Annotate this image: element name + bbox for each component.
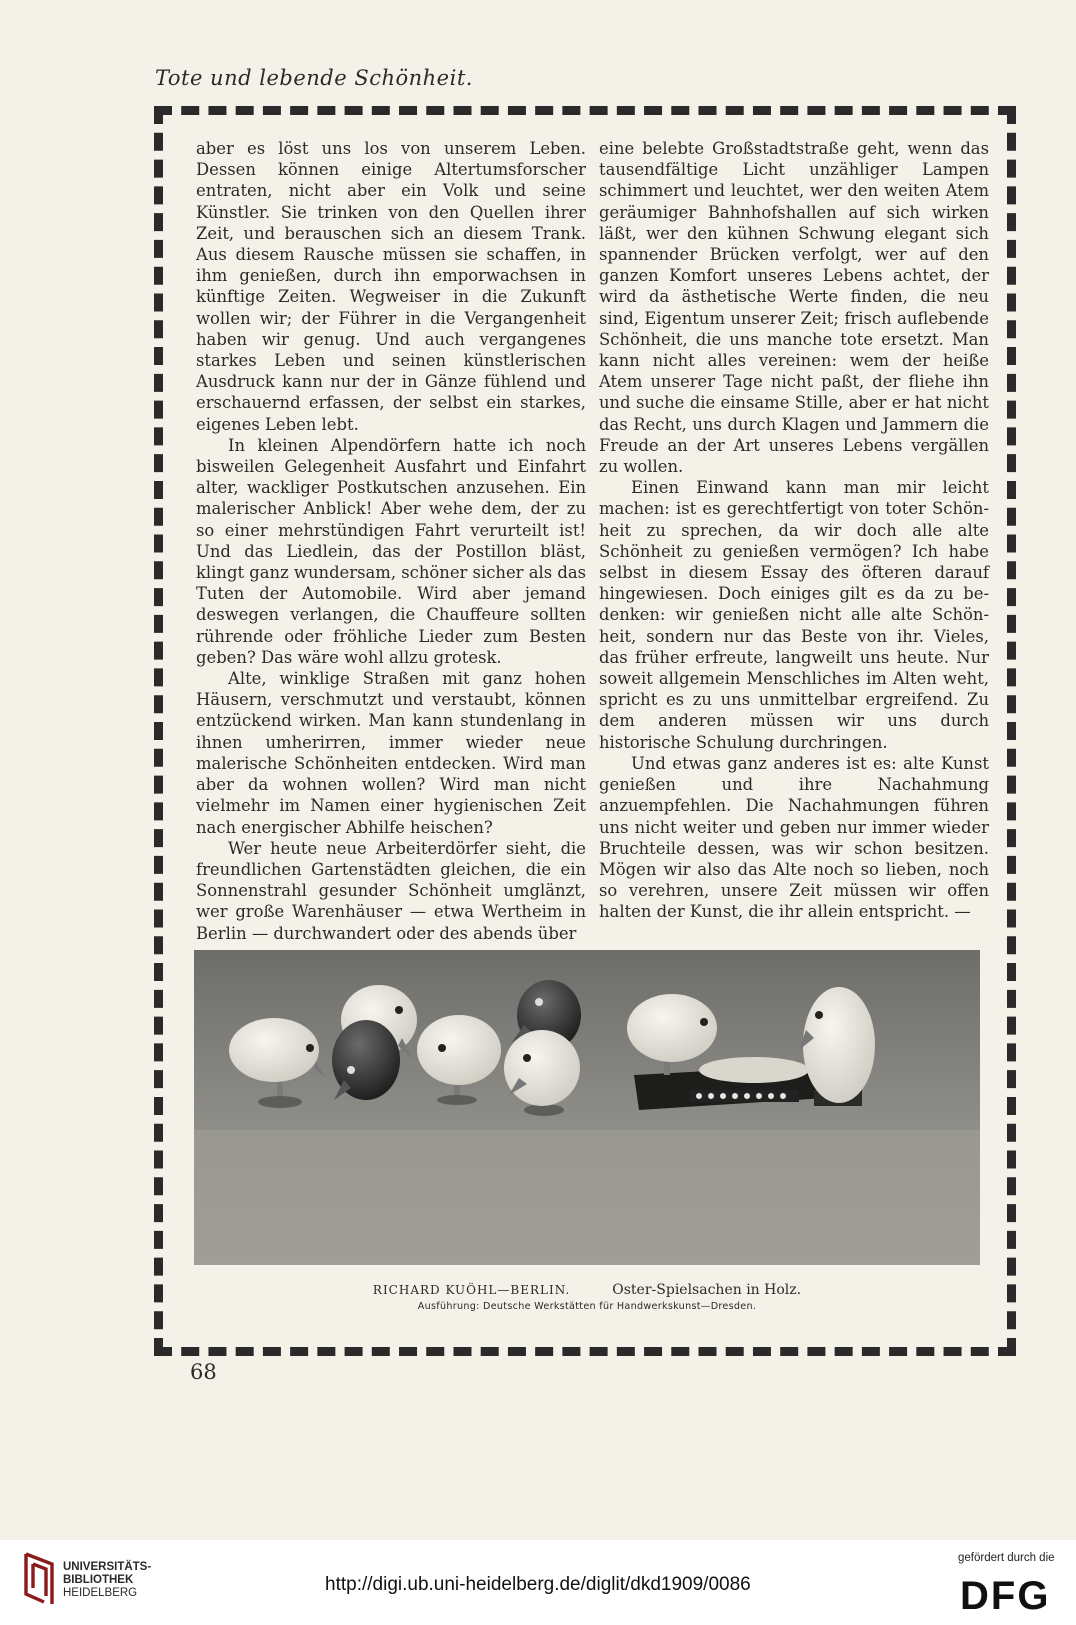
paragraph: Wer heute neue Arbeiterdörfer sieht, die freundlichen Gartenstädten gleichen, die ein Sonnenstrahl gesunder Schönheit umglänzt, wer große Warenhäuser — etwa Wertheim in Berlin — durchwandert oder des abends über bbox=[196, 838, 586, 943]
paragraph: Einen Einwand kann man mir leicht machen: ist es gerechtfertigt von toter Schönheit zu sprechen, da wir doch alle alte Schönheit zu genießen vermögen? Ich habe selbst in diesem Essay des öfteren darauf hingewiesen. Doch einiges gilt es da zu bedenken: wir genießen nicht alle alte Schönheit, sondern nur das Beste von ihr. Vieles, das früher erfreute, langweilt uns heute. Nur soweit allgemein Menschliches im Alten weht, spricht es zu uns unmittelbar ergreifend. Zu dem anderen müssen wir uns durch historische Schulung durchringen. bbox=[599, 478, 989, 752]
dfg-logo: DFG bbox=[960, 1574, 1051, 1618]
figure-caption bbox=[194, 1282, 980, 1298]
paragraph: In kleinen Alpendörfern hatte ich noch bisweilen Gelegenheit Ausfahrt und Einfahrt alter, wackliger Postkutschen anzusehen. Ein malerischer Anblick! Aber wehe dem, der zu so einer mehrstündigen Fahrt verurteilt ist! Und das Liedlein, das der Postillon bläst, klingt ganz wundersam, schöner sicher als das Tuten der Automobile. Wird aber jemand deswegen verlangen, die Chauffeure sollten rührende oder fröhliche Lieder zum Besten geben? Das wäre wohl allzu grotesk. bbox=[196, 435, 587, 667]
sponsor-label: gefördert durch die bbox=[958, 1552, 1055, 1564]
page-number: 68 bbox=[190, 1360, 217, 1384]
caption-title: Oster-Spielsachen in Holz. bbox=[612, 1282, 802, 1298]
paragraph: Und etwas ganz anderes ist es: alte Kunst genießen und ihre Nachahmung anzuempfehlen. Die Nachahmungen führen uns nicht weiter und geben nur immer wieder Bruchteile dessen, was wir schon besitzen. Mögen wir also das Alte noch so lieben, noch so verehren, unsere Zeit müssen wir offen halten der Kunst, die ihr allein entspricht. — bbox=[599, 753, 989, 922]
paragraph: Alte, winklige Straßen mit ganz hohen Häusern, verschmutzt und verstaubt, können entzückend wirken. Man kann stundenlang in ihnen umherirren, immer wieder neue malerische Schönheiten entdecken. Wird man aber da wohnen wollen? Wird man nicht vielmehr im Namen einer hygienischen Zeit nach energischer Abhilfe heischen? bbox=[196, 669, 586, 837]
figure-credit: Ausführung: Deutsche Werkstätten für Handwerkskunst—Dresden. bbox=[417, 1301, 757, 1312]
left-text-column bbox=[196, 138, 586, 944]
photo-wooden-easter-toys bbox=[194, 950, 980, 1265]
right-text-column bbox=[599, 138, 989, 923]
paragraph: eine belebte Großstadtstraße geht, wenn das tausendfältige Licht unzähliger Lampen schimmert und leuchtet, wer den weiten Atem geräumiger Bahnhofshallen auf sich wirken läßt, wer den kühnen Schwung elegant sich spannender Brücken verfolgt, wer auf den ganzen Komfort unseres Lebens achtet, der wird da ästhetische Werte finden, die neu sind, Eigentum unserer Zeit; frisch auflebende Schönheit, die uns manche tote ersetzt. Man kann nicht alles vereinen: wem der heiße Atem unserer Tage nicht paßt, der fliehe ihn und suche die einsame Stille, aber er hat nicht das Recht, uns durch Klagen und Jammern die Freude an der Art unseres Lebens vergällen zu wollen. bbox=[599, 139, 989, 477]
caption-author: RICHARD KUÖHL—BERLIN. bbox=[372, 1283, 571, 1297]
paragraph: aber es löst uns los von unserem Leben. Dessen können einige Altertumsforscher entraten, nicht aber ein Volk und seine Künstler. Sie trinken von den Quellen ihrer Zeit, und berauschen sich an diesem Trank. Aus diesem Rausche müssen sie schaffen, in ihm genießen, durch ihn emporwachsen in künftige Zeiten. Wegweiser in die Zukunft wollen wir; der Führer in die Vergangenheit haben wir genug. Und auch vergangenes starkes Leben und seinen künstlerischen Ausdruck kann nur der in Gänze fühlend und erschauernd erfassen, der selbst ein starkes, eigenes Leben lebt. bbox=[196, 139, 586, 434]
source-url-link[interactable]: http://digi.ub.uni-heidelberg.de/diglit/dkd1909/0086 bbox=[325, 1574, 751, 1595]
university-library-logo-icon bbox=[20, 1550, 58, 1606]
university-library-name: UNIVERSITÄTS- BIBLIOTHEK HEIDELBERG bbox=[63, 1561, 152, 1599]
running-head: Tote und lebende Schönheit. bbox=[155, 66, 473, 90]
